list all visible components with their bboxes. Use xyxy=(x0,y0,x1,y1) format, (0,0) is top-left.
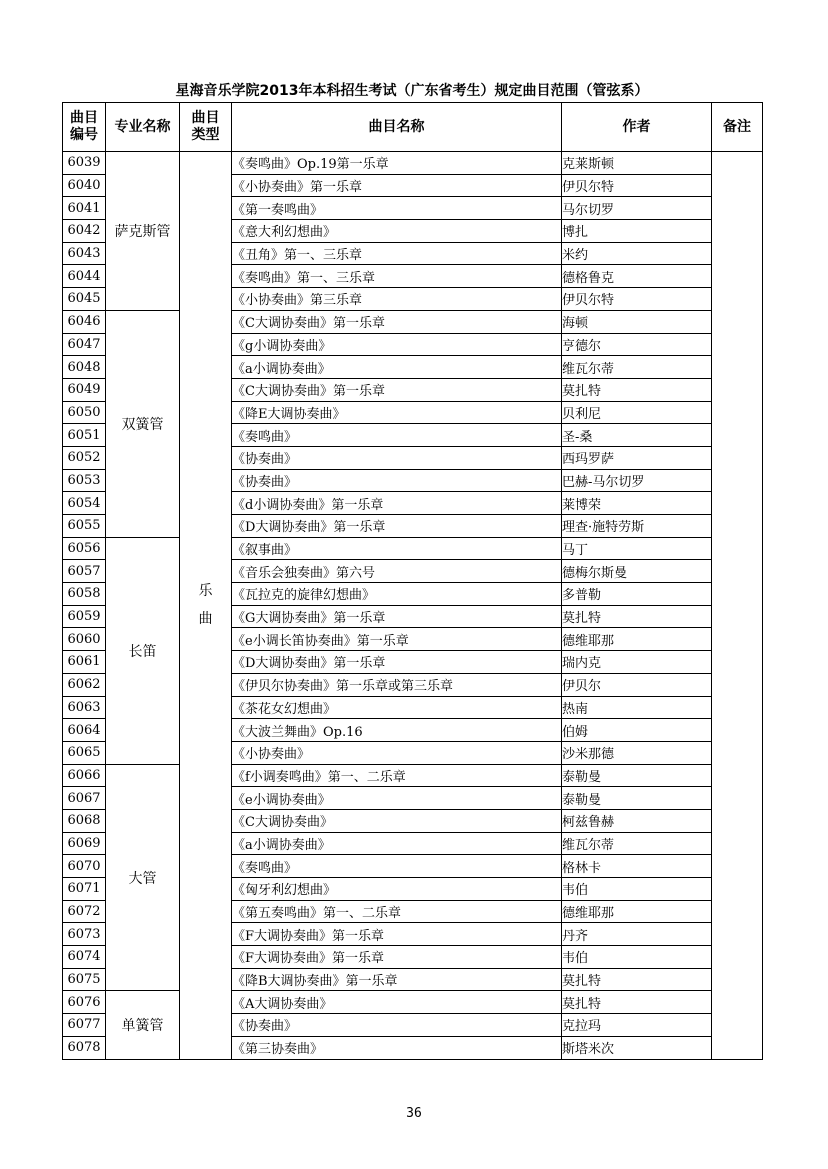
piece-author: 维瓦尔蒂 xyxy=(562,832,712,855)
major-name: 萨克斯管 xyxy=(106,152,180,311)
piece-number: 6044 xyxy=(63,265,106,288)
piece-author: 斯塔米次 xyxy=(562,1036,712,1059)
header-type: 曲目 类型 xyxy=(180,103,232,152)
piece-author: 格林卡 xyxy=(562,855,712,878)
piece-author: 瑞内克 xyxy=(562,651,712,674)
piece-number: 6043 xyxy=(63,242,106,265)
piece-title: 《奏鸣曲》 xyxy=(232,424,562,447)
table-body xyxy=(63,152,763,1060)
piece-author: 海顿 xyxy=(562,310,712,333)
piece-title: 《叙事曲》 xyxy=(232,537,562,560)
piece-number: 6055 xyxy=(63,515,106,538)
piece-number: 6074 xyxy=(63,946,106,969)
piece-number: 6061 xyxy=(63,651,106,674)
repertoire-table xyxy=(62,102,763,1060)
piece-number: 6040 xyxy=(63,174,106,197)
piece-title: 《降E大调协奏曲》 xyxy=(232,401,562,424)
piece-number: 6050 xyxy=(63,401,106,424)
table-row xyxy=(63,152,763,175)
piece-author: 伯姆 xyxy=(562,719,712,742)
piece-author: 贝利尼 xyxy=(562,401,712,424)
piece-number: 6060 xyxy=(63,628,106,651)
piece-author: 克拉玛 xyxy=(562,1014,712,1037)
piece-type-char: 乐 xyxy=(198,583,213,600)
piece-number: 6059 xyxy=(63,605,106,628)
piece-number: 6054 xyxy=(63,492,106,515)
piece-author: 博扎 xyxy=(562,220,712,243)
note-cell xyxy=(712,152,763,1060)
piece-author: 德维耶那 xyxy=(562,900,712,923)
piece-title: 《协奏曲》 xyxy=(232,1014,562,1037)
page-number: 36 xyxy=(406,1106,422,1121)
piece-number: 6068 xyxy=(63,809,106,832)
piece-title: 《大波兰舞曲》Op.16 xyxy=(232,719,562,742)
major-name: 双簧管 xyxy=(106,310,180,537)
piece-author: 德格鲁克 xyxy=(562,265,712,288)
piece-author: 柯兹鲁赫 xyxy=(562,809,712,832)
piece-author: 克莱斯顿 xyxy=(562,152,712,175)
piece-author: 伊贝尔 xyxy=(562,673,712,696)
major-name: 大管 xyxy=(106,764,180,991)
major-name: 长笛 xyxy=(106,537,180,764)
piece-title: 《瓦拉克的旋律幻想曲》 xyxy=(232,583,562,606)
piece-title: 《F大调协奏曲》第一乐章 xyxy=(232,923,562,946)
piece-author: 沙米那德 xyxy=(562,741,712,764)
piece-number: 6066 xyxy=(63,764,106,787)
piece-author: 丹齐 xyxy=(562,923,712,946)
piece-number: 6070 xyxy=(63,855,106,878)
piece-author: 伊贝尔特 xyxy=(562,288,712,311)
header-author: 作者 xyxy=(562,103,712,152)
piece-title: 《d小调协奏曲》第一乐章 xyxy=(232,492,562,515)
header-number: 曲目 编号 xyxy=(63,103,106,152)
piece-type xyxy=(180,152,232,1060)
piece-author: 热南 xyxy=(562,696,712,719)
header-piece: 曲目名称 xyxy=(232,103,562,152)
piece-author: 马丁 xyxy=(562,537,712,560)
piece-author: 多普勒 xyxy=(562,583,712,606)
piece-title: 《C大调协奏曲》第一乐章 xyxy=(232,378,562,401)
piece-author: 莫扎特 xyxy=(562,991,712,1014)
piece-title: 《小协奏曲》第一乐章 xyxy=(232,174,562,197)
piece-number: 6049 xyxy=(63,378,106,401)
piece-number: 6042 xyxy=(63,220,106,243)
table-row xyxy=(63,537,763,560)
piece-number: 6058 xyxy=(63,583,106,606)
piece-title: 《协奏曲》 xyxy=(232,446,562,469)
major-name: 单簧管 xyxy=(106,991,180,1059)
header-major: 专业名称 xyxy=(106,103,180,152)
piece-number: 6077 xyxy=(63,1014,106,1037)
piece-number: 6047 xyxy=(63,333,106,356)
piece-number: 6065 xyxy=(63,741,106,764)
piece-title: 《a小调协奏曲》 xyxy=(232,832,562,855)
piece-title: 《茶花女幻想曲》 xyxy=(232,696,562,719)
piece-title: 《第五奏鸣曲》第一、二乐章 xyxy=(232,900,562,923)
piece-number: 6051 xyxy=(63,424,106,447)
piece-number: 6067 xyxy=(63,787,106,810)
piece-title: 《奏鸣曲》第一、三乐章 xyxy=(232,265,562,288)
piece-title: 《C大调协奏曲》 xyxy=(232,809,562,832)
piece-title: 《小协奏曲》 xyxy=(232,741,562,764)
piece-number: 6076 xyxy=(63,991,106,1014)
piece-title: 《F大调协奏曲》第一乐章 xyxy=(232,946,562,969)
piece-author: 韦伯 xyxy=(562,946,712,969)
piece-number: 6053 xyxy=(63,469,106,492)
piece-type-char: 曲 xyxy=(198,611,213,628)
piece-author: 莫扎特 xyxy=(562,605,712,628)
piece-title: 《匈牙利幻想曲》 xyxy=(232,878,562,901)
table-row xyxy=(63,991,763,1014)
piece-title: 《丑角》第一、三乐章 xyxy=(232,242,562,265)
piece-author: 西玛罗萨 xyxy=(562,446,712,469)
piece-title: 《第一奏鸣曲》 xyxy=(232,197,562,220)
piece-number: 6069 xyxy=(63,832,106,855)
piece-title: 《e小调协奏曲》 xyxy=(232,787,562,810)
piece-number: 6052 xyxy=(63,446,106,469)
piece-number: 6062 xyxy=(63,673,106,696)
piece-number: 6072 xyxy=(63,900,106,923)
piece-author: 德维耶那 xyxy=(562,628,712,651)
piece-title: 《降B大调协奏曲》第一乐章 xyxy=(232,968,562,991)
piece-number: 6078 xyxy=(63,1036,106,1059)
piece-number: 6064 xyxy=(63,719,106,742)
piece-author: 德梅尔斯曼 xyxy=(562,560,712,583)
piece-title: 《奏鸣曲》Op.19第一乐章 xyxy=(232,152,562,175)
piece-author: 泰勒曼 xyxy=(562,787,712,810)
piece-number: 6045 xyxy=(63,288,106,311)
piece-author: 圣-桑 xyxy=(562,424,712,447)
piece-title: 《伊贝尔协奏曲》第一乐章或第三乐章 xyxy=(232,673,562,696)
piece-number: 6056 xyxy=(63,537,106,560)
piece-author: 莫扎特 xyxy=(562,378,712,401)
piece-number: 6057 xyxy=(63,560,106,583)
document-title: 星海音乐学院2013年本科招生考试（广东省考生）规定曲目范围（管弦系） xyxy=(175,83,649,99)
piece-title: 《音乐会独奏曲》第六号 xyxy=(232,560,562,583)
piece-author: 理查·施特劳斯 xyxy=(562,515,712,538)
piece-title: 《g小调协奏曲》 xyxy=(232,333,562,356)
table-row xyxy=(63,310,763,333)
piece-title: 《e小调长笛协奏曲》第一乐章 xyxy=(232,628,562,651)
piece-title: 《G大调协奏曲》第一乐章 xyxy=(232,605,562,628)
table-row xyxy=(63,764,763,787)
piece-title: 《a小调协奏曲》 xyxy=(232,356,562,379)
piece-author: 韦伯 xyxy=(562,878,712,901)
piece-number: 6046 xyxy=(63,310,106,333)
piece-title: 《协奏曲》 xyxy=(232,469,562,492)
piece-author: 米约 xyxy=(562,242,712,265)
piece-title: 《f小调奏鸣曲》第一、二乐章 xyxy=(232,764,562,787)
piece-number: 6063 xyxy=(63,696,106,719)
header-row xyxy=(63,103,763,152)
piece-number: 6039 xyxy=(63,152,106,175)
piece-author: 马尔切罗 xyxy=(562,197,712,220)
piece-title: 《意大利幻想曲》 xyxy=(232,220,562,243)
piece-author: 莱博荣 xyxy=(562,492,712,515)
piece-author: 维瓦尔蒂 xyxy=(562,356,712,379)
piece-author: 巴赫-马尔切罗 xyxy=(562,469,712,492)
header-note: 备注 xyxy=(712,103,763,152)
piece-number: 6048 xyxy=(63,356,106,379)
piece-title: 《D大调协奏曲》第一乐章 xyxy=(232,651,562,674)
piece-title: 《小协奏曲》第三乐章 xyxy=(232,288,562,311)
piece-number: 6073 xyxy=(63,923,106,946)
piece-author: 伊贝尔特 xyxy=(562,174,712,197)
piece-title: 《第三协奏曲》 xyxy=(232,1036,562,1059)
piece-author: 亨德尔 xyxy=(562,333,712,356)
piece-title: 《C大调协奏曲》第一乐章 xyxy=(232,310,562,333)
piece-number: 6075 xyxy=(63,968,106,991)
piece-number: 6071 xyxy=(63,878,106,901)
piece-author: 莫扎特 xyxy=(562,968,712,991)
piece-title: 《A大调协奏曲》 xyxy=(232,991,562,1014)
piece-author: 泰勒曼 xyxy=(562,764,712,787)
piece-title: 《奏鸣曲》 xyxy=(232,855,562,878)
piece-number: 6041 xyxy=(63,197,106,220)
piece-title: 《D大调协奏曲》第一乐章 xyxy=(232,515,562,538)
